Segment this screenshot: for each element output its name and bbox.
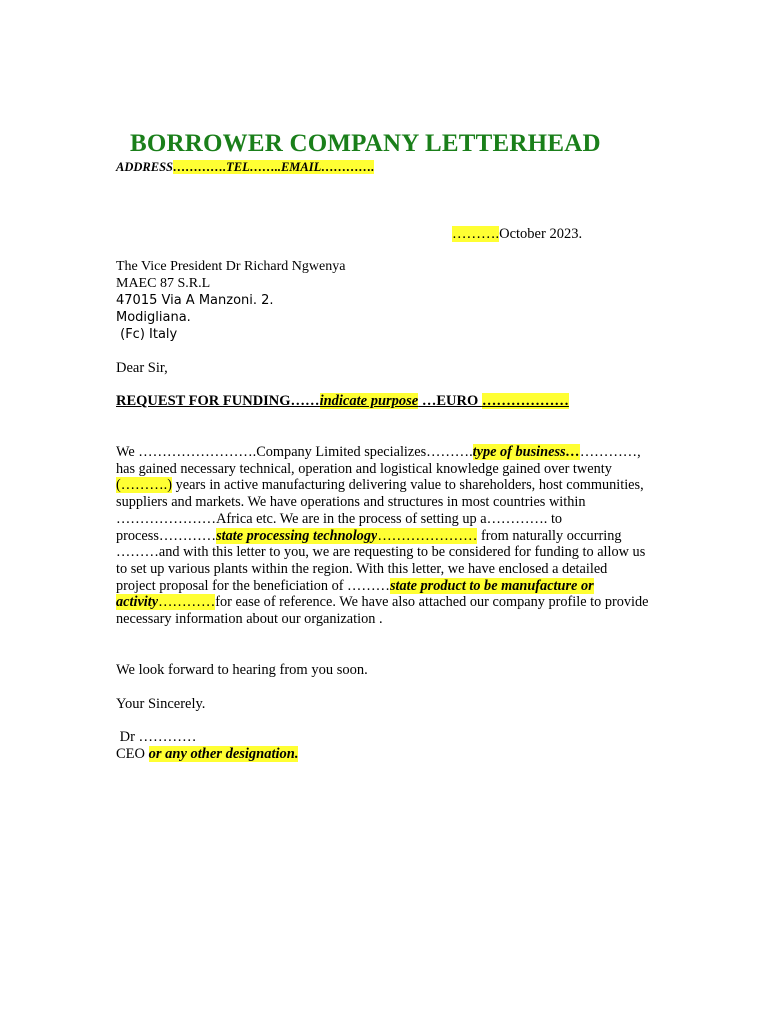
signatory-title <box>116 746 298 763</box>
body-text: ………… <box>158 527 217 544</box>
salutation: Dear Sir, <box>116 360 168 376</box>
body-text: for ease of reference. We have also attached our company profile to provide necessary information about our organization . <box>116 594 649 628</box>
subject-prefix: REQUEST FOR FUNDING…… <box>116 393 320 409</box>
body-text: ……… <box>347 577 390 594</box>
body-text: ………. <box>500 510 548 527</box>
body-text: and with this letter to you, we are requesting to be considered for funding to allow us to set up various plants within the region. With this letter, we have enclosed a detailed project proposal for the beneficiation of <box>116 544 646 594</box>
designation-placeholder: or any other designation. <box>148 746 299 762</box>
recipient-country: (Fc) Italy <box>116 327 178 342</box>
body-text: ………………… <box>116 510 217 527</box>
subject-amount: ……………… <box>481 393 569 409</box>
body-highlight: ………………… <box>377 527 478 544</box>
body-text: , has gained necessary technical, operation and logistical knowledge gained over twenty <box>116 444 641 477</box>
recipient-company: MAEC 87 S.R.L <box>116 276 211 291</box>
body-highlight: state processing technology <box>216 527 378 544</box>
recipient-city: Modigliana. <box>116 310 191 325</box>
date-text: October 2023. <box>499 226 583 242</box>
email-blank: …………. <box>321 160 375 174</box>
tel-blank: …….. <box>249 160 281 174</box>
closing-line: We look forward to hearing from you soon. <box>116 662 368 678</box>
body-highlight: state product to be manufacture or activity <box>116 577 594 611</box>
ceo-label: CEO <box>116 746 149 762</box>
signatory-name: Dr ………… <box>116 729 197 745</box>
date-blank: ………. <box>452 226 500 242</box>
body-paragraph <box>116 444 650 628</box>
body-text: ……………………. <box>138 444 257 460</box>
letterhead-title: BORROWER COMPANY LETTERHEAD <box>130 130 601 157</box>
recipient-name: The Vice President Dr Richard Ngwenya <box>116 259 346 274</box>
body-highlight: ………… <box>158 594 216 611</box>
signature-block <box>116 729 298 763</box>
body-text: ……. <box>440 444 473 460</box>
address-label: ADDRESS <box>116 160 173 174</box>
letterhead-address-line <box>116 160 374 175</box>
body-text: Africa etc. We are in the process of setting up a… <box>216 510 501 527</box>
address-blank: …………. <box>172 160 227 174</box>
recipient-street: 47015 Via A Manzoni. 2. <box>116 293 274 308</box>
body-text: years in active manufacturing delivering value to shareholders, host communities, suppliers and markets. We have operations and structures in most countries within <box>116 477 644 511</box>
subject-purpose: indicate purpose <box>319 393 419 409</box>
email-label: EMAIL <box>280 160 322 174</box>
body-highlight: (……….) <box>116 477 172 494</box>
subject-mid: …EURO <box>418 393 482 409</box>
closing-valediction: Your Sincerely. <box>116 696 206 712</box>
body-text: ……… <box>116 544 159 561</box>
body-text: We <box>116 444 139 460</box>
recipient-address <box>116 258 345 343</box>
subject-line <box>116 393 569 410</box>
body-highlight: type of business… <box>472 444 580 460</box>
letter-date <box>452 226 582 243</box>
tel-label: TEL <box>226 160 250 174</box>
body-text: ………… <box>579 444 638 460</box>
body-text: Company Limited specializes… <box>256 444 441 460</box>
body-text: from naturally occurring <box>477 527 622 544</box>
body-text: to process <box>116 510 563 544</box>
